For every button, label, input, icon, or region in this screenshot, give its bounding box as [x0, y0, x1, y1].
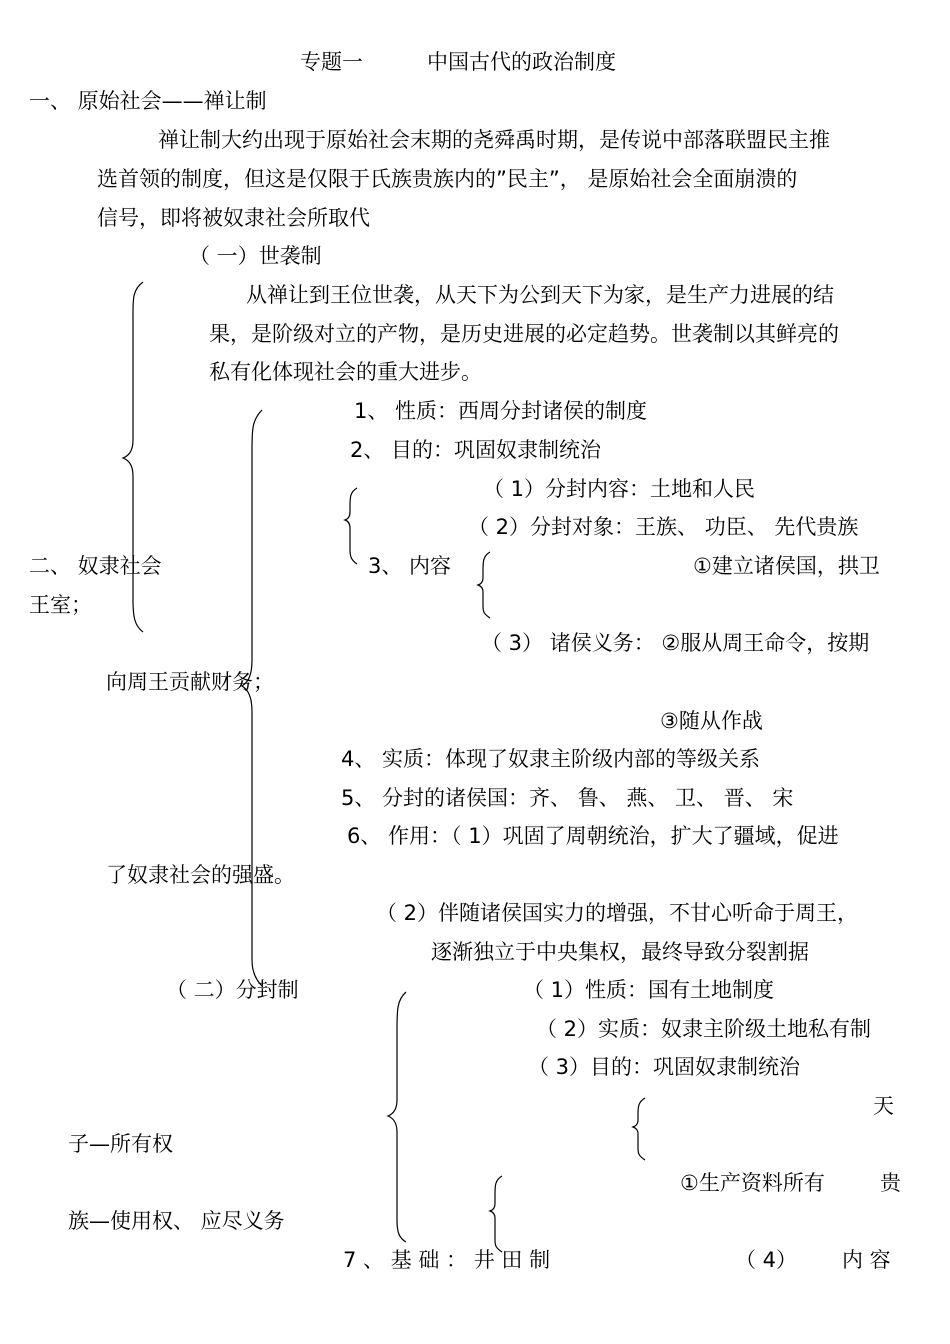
- brace-fenfeng: [242, 410, 262, 986]
- fenfeng-content1: （ 1）分封内容：土地和人民: [483, 477, 756, 501]
- section1-para-line2: 选首领的制度，但这是仅限于氏族贵族内的”民主”， 是原始社会全面崩溃的: [97, 167, 798, 191]
- jingtian-tian: 天: [873, 1094, 894, 1118]
- fenfeng-content2: （ 2）分封对象：王族、 功臣、 先代贵族: [468, 515, 859, 539]
- fenfeng-item6-cont: 了奴隶社会的强盛。: [106, 863, 295, 887]
- fenfeng-duty3: ③随从作战: [660, 709, 763, 733]
- brace-duties: [478, 552, 490, 618]
- title-part1: 专题一: [300, 50, 363, 74]
- fenfeng-duty1: ①建立诸侯国，拱卫: [693, 554, 880, 578]
- section1-para-line1: 禅让制大约出现于原始社会末期的尧舜禹时期，是传说中部落联盟民主推: [158, 128, 830, 152]
- fenfeng-gongxian: 向周王贡献财务；: [106, 670, 274, 694]
- title-part2: 中国古代的政治制度: [427, 50, 616, 74]
- fenfeng-item5: 5、 分封的诸侯国：齐、 鲁、 燕、 卫、 晋、 宋: [341, 786, 794, 810]
- jingtian-nature: （ 1）性质：国有土地制度: [523, 978, 775, 1002]
- jingtian-purpose: （ 3）目的：巩固奴隶制统治: [528, 1055, 801, 1079]
- section1-para-line3: 信号，即将被奴隶社会所取代: [97, 206, 370, 230]
- shixi-heading: （ 一）世袭制: [189, 244, 322, 268]
- section1-heading: 一、 原始社会——禅让制: [29, 89, 267, 113]
- jingtian-own: ①生产资料所有: [680, 1171, 825, 1195]
- shixi-para-line1: 从禅让到王位世袭，从天下为公到天下为家，是生产力进展的结: [246, 283, 834, 307]
- jingtian-essence: （ 2）实质：奴隶主阶级土地私有制: [536, 1017, 872, 1041]
- jingtian-zi: 子—所有权: [68, 1132, 173, 1156]
- fenfeng-item2: 2、 目的：巩固奴隶制统治: [350, 438, 602, 462]
- fenfeng-item6: 6、 作用：（ 1）巩固了周朝统治，扩大了疆域，促进: [347, 824, 839, 848]
- fenfeng-item7: 7 、 基 础 ： 井 田 制: [343, 1248, 551, 1272]
- brace-content: [345, 488, 357, 564]
- brace-jingtian: [388, 992, 406, 1242]
- fenfeng-heading: （ 二）分封制: [166, 978, 299, 1002]
- jingtian-zu: 族—使用权、 应尽义务: [68, 1209, 285, 1233]
- fenfeng-wangshi: 王室；: [29, 593, 92, 617]
- jingtian-num4: （ 4）: [735, 1248, 798, 1272]
- jingtian-gui: 贵: [880, 1171, 901, 1195]
- brace-section2: [123, 282, 143, 632]
- shixi-para-line3: 私有化体现社会的重大进步。: [209, 360, 482, 384]
- fenfeng-item3: 3、 内容: [368, 554, 452, 578]
- fenfeng-item4: 4、 实质：体现了奴隶主阶级内部的等级关系: [341, 747, 761, 771]
- fenfeng-item6-effect2-cont: 逐渐独立于中央集权，最终导致分裂割据: [431, 940, 809, 964]
- jingtian-content: 内 容: [842, 1248, 891, 1272]
- brace-guizu: [490, 1176, 502, 1252]
- fenfeng-content3: （ 3） 诸侯义务： ②服从周王命令，按期: [481, 631, 870, 655]
- brace-tianzi: [633, 1098, 645, 1160]
- fenfeng-item1: 1、 性质：西周分封诸侯的制度: [354, 399, 648, 423]
- shixi-para-line2: 果，是阶级对立的产物，是历史进展的必定趋势。世袭制以其鲜亮的: [209, 322, 839, 346]
- fenfeng-item6-effect2: （ 2）伴随诸侯国实力的增强，不甘心听命于周王，: [376, 901, 859, 925]
- section2-heading: 二、 奴隶社会: [29, 554, 162, 578]
